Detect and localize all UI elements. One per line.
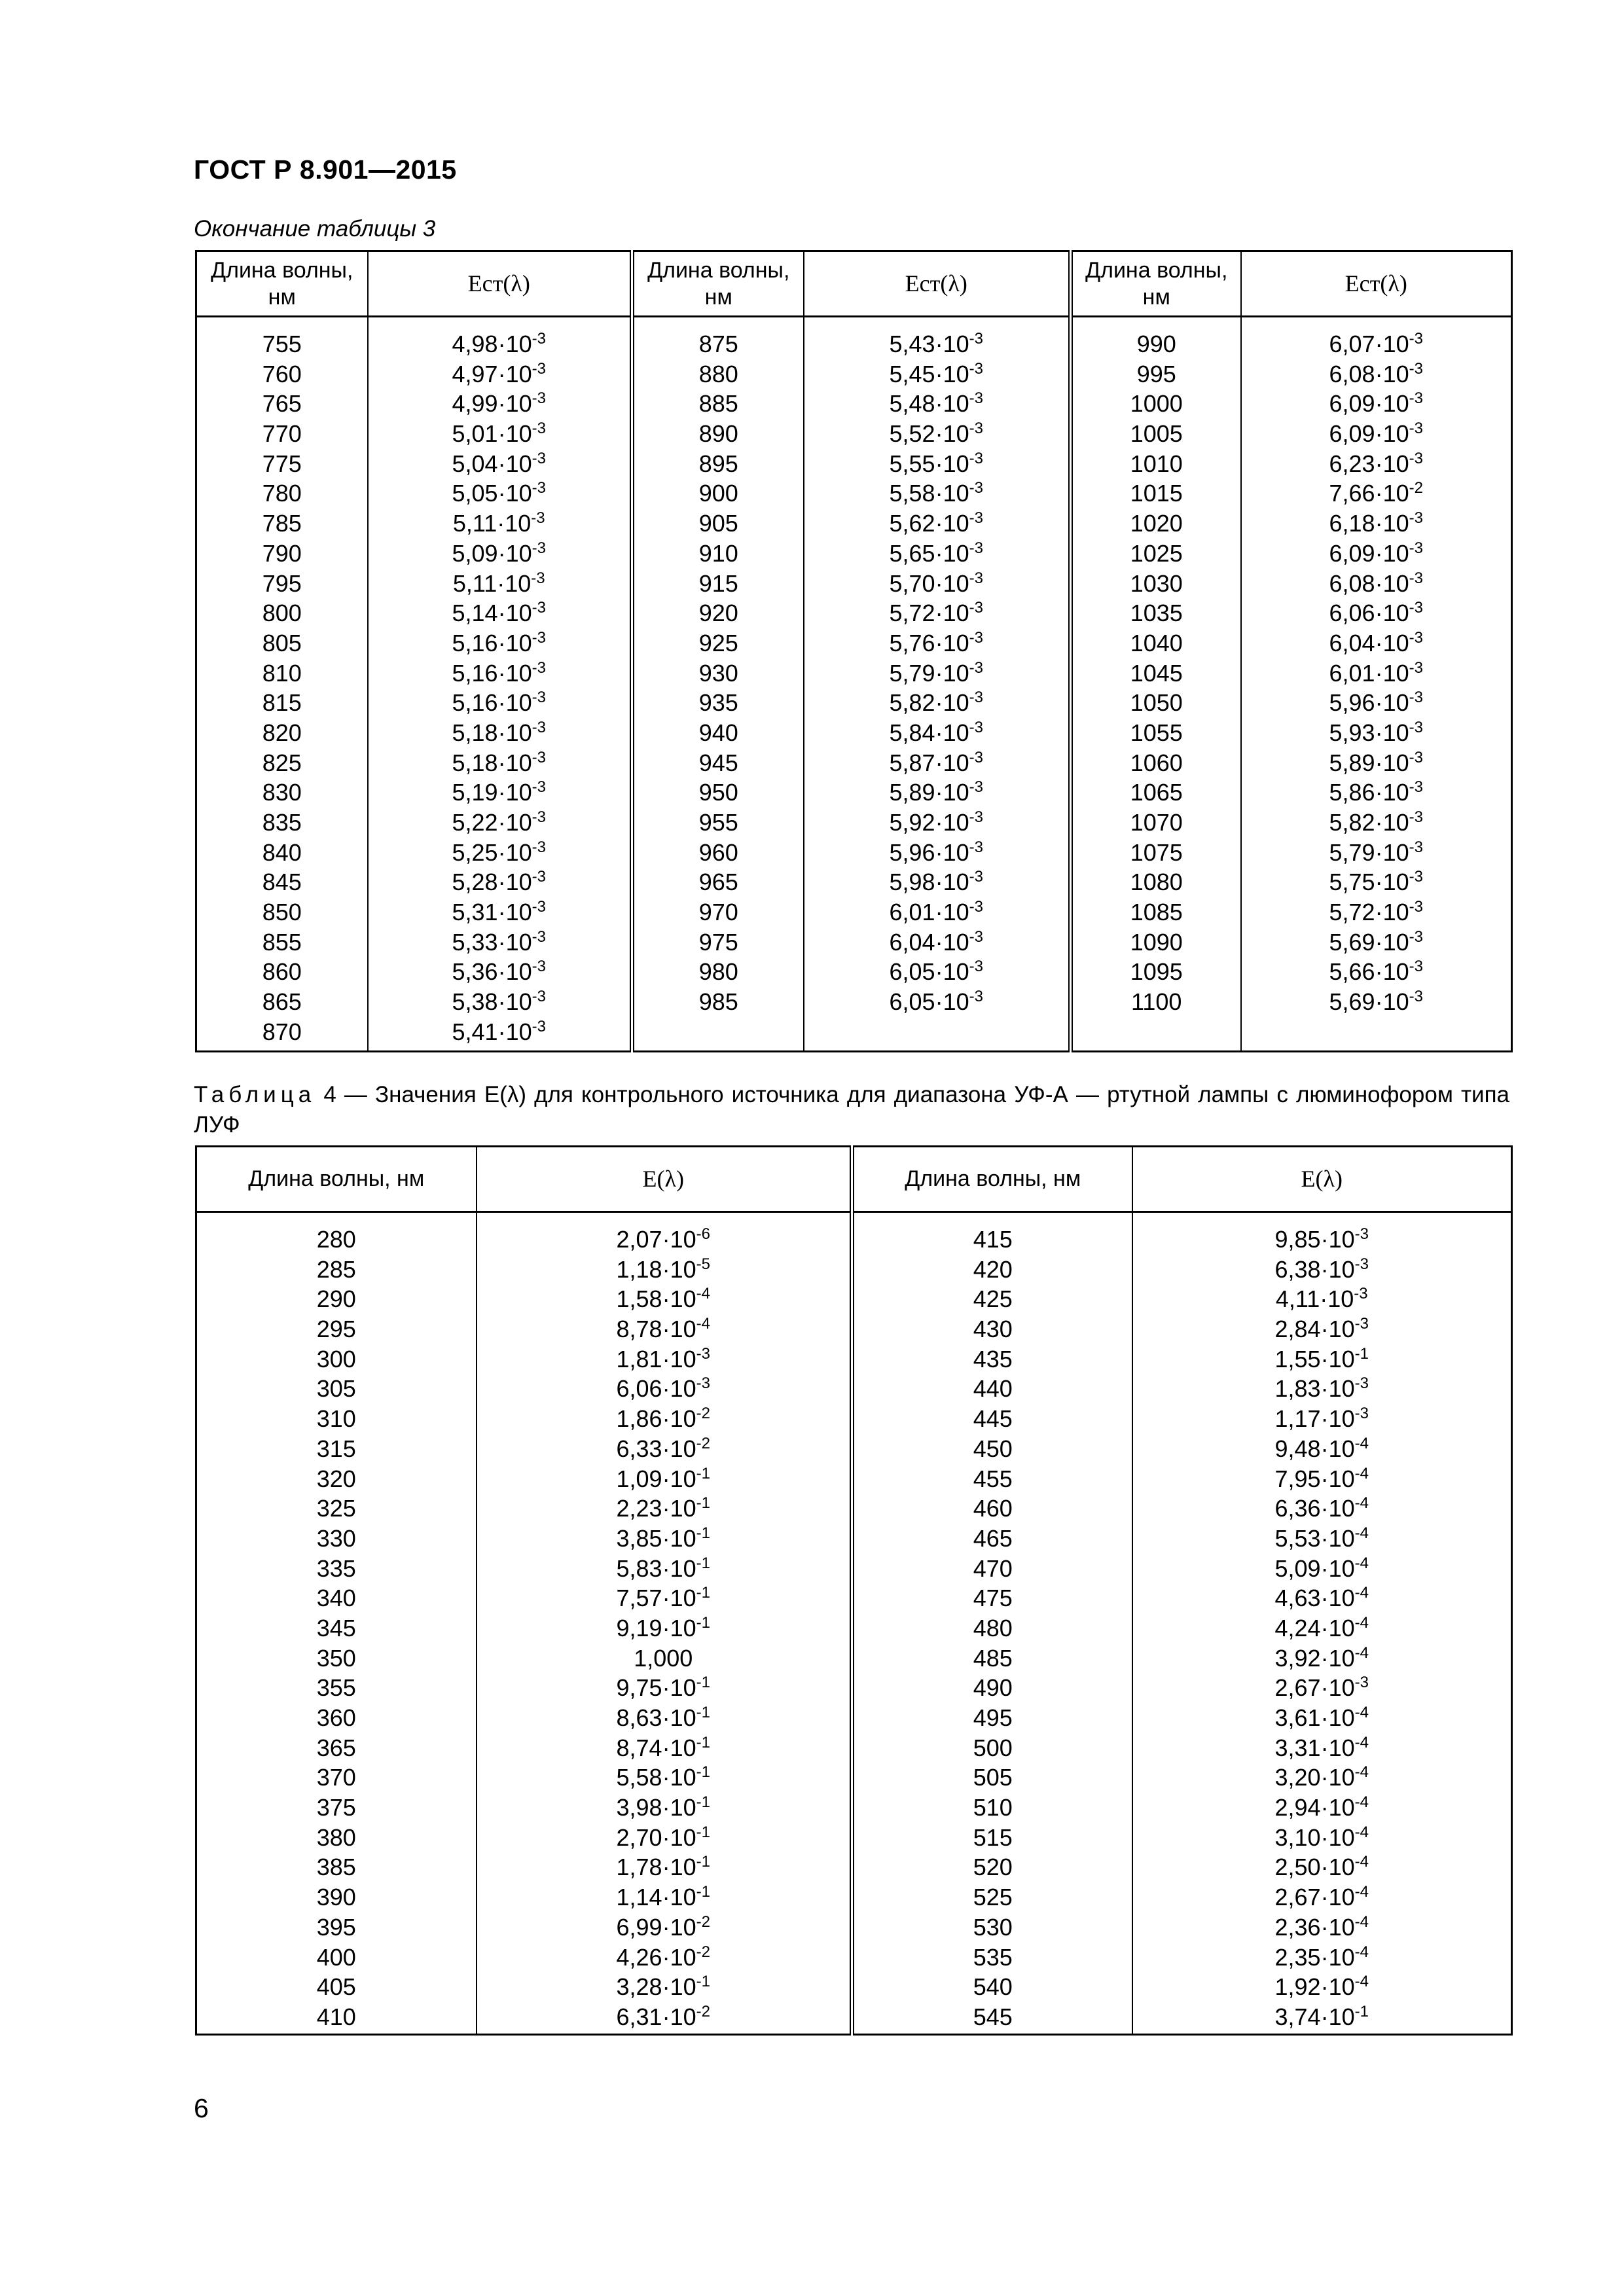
wavelength-cell: 415 (973, 1226, 1013, 1253)
wavelength-cell: 875 (698, 331, 738, 357)
value-cell: $4,24\cdot 10^{-4}$ (1274, 1613, 1369, 1641)
table3-value-column-2 (804, 317, 1069, 1017)
wavelength-cell: 375 (316, 1794, 356, 1821)
value-cell: $6,07\cdot 10^{-3}$ (1329, 330, 1423, 357)
value-cell: $1,78\cdot 10^{-1}$ (616, 1853, 710, 1881)
wavelength-cell: 795 (262, 569, 302, 597)
wavelength-cell: 440 (973, 1375, 1013, 1403)
wavelength-cell: 1055 (1130, 719, 1183, 746)
value-cell: $6,99\cdot 10^{-2}$ (616, 1912, 710, 1941)
wavelength-cell: 295 (316, 1316, 356, 1343)
value-cell: $6,33\cdot 10^{-2}$ (616, 1434, 710, 1462)
value-cell: $1,92\cdot 10^{-4}$ (1274, 1973, 1369, 2001)
value-cell: $3,28\cdot 10^{-1}$ (616, 1973, 710, 2001)
wavelength-cell: 300 (316, 1345, 356, 1372)
wavelength-cell: 1045 (1130, 659, 1183, 687)
wavelength-cell: 1085 (1130, 899, 1183, 926)
wavelength-cell: 435 (973, 1345, 1013, 1372)
wavelength-cell: 485 (973, 1644, 1013, 1672)
wavelength-cell: 945 (698, 749, 738, 776)
value-cell: $7,66\cdot 10^{-2}$ (1329, 479, 1423, 507)
value-cell: $3,20\cdot 10^{-4}$ (1274, 1763, 1369, 1791)
value-cell: $5,89\cdot 10^{-3}$ (1329, 748, 1423, 776)
value-cell: $6,05\cdot 10^{-3}$ (889, 988, 983, 1016)
value-cell: $5,45\cdot 10^{-3}$ (889, 359, 983, 387)
wavelength-cell: 1040 (1130, 629, 1183, 656)
wavelength-cell: 855 (262, 928, 302, 956)
table4-caption-text: 4 — Значения E(λ) для контрольного источника для диапазона УФ-А — ртутной лампы с люминофором типа ЛУФ (194, 1082, 1509, 1138)
wavelength-cell: 1100 (1131, 988, 1182, 1016)
value-cell: $2,36\cdot 10^{-4}$ (1274, 1912, 1369, 1941)
value-cell: $2,23\cdot 10^{-1}$ (616, 1494, 710, 1522)
value-cell: $1,86\cdot 10^{-2}$ (616, 1405, 710, 1433)
table3-header-e-3: Eст(λ) (1241, 251, 1512, 317)
value-cell: $8,74\cdot 10^{-1}$ (616, 1733, 710, 1761)
value-cell: $5,38\cdot 10^{-3}$ (452, 988, 546, 1016)
wavelength-cell: 1010 (1130, 450, 1183, 477)
wavelength-cell: 420 (973, 1255, 1013, 1283)
wavelength-cell: 1020 (1130, 510, 1183, 537)
value-cell: $5,69\cdot 10^{-3}$ (1329, 927, 1423, 956)
value-cell: $5,31\cdot 10^{-3}$ (452, 898, 546, 926)
table3-header-e-2: Eст(λ) (804, 251, 1071, 317)
value-cell: $3,85\cdot 10^{-1}$ (616, 1524, 710, 1552)
wavelength-cell: 765 (262, 390, 302, 418)
value-cell: $6,01\cdot 10^{-3}$ (889, 898, 983, 926)
wavelength-cell: 355 (316, 1674, 356, 1702)
wavelength-cell: 380 (316, 1823, 356, 1851)
wavelength-cell: 930 (698, 659, 738, 687)
wavelength-cell: 940 (698, 719, 738, 746)
value-cell: $5,36\cdot 10^{-3}$ (452, 958, 546, 986)
wavelength-cell: 280 (316, 1226, 356, 1253)
wavelength-cell: 515 (973, 1823, 1013, 1851)
table3-wavelength-column-1 (197, 317, 367, 1047)
value-cell: $4,63\cdot 10^{-4}$ (1274, 1584, 1369, 1612)
value-cell: $5,04\cdot 10^{-3}$ (452, 449, 546, 477)
wavelength-cell: 815 (262, 689, 302, 717)
wavelength-cell: 810 (262, 659, 302, 687)
value-cell: $5,25\cdot 10^{-3}$ (452, 838, 546, 866)
wavelength-cell: 530 (973, 1913, 1013, 1941)
value-cell: $1,83\cdot 10^{-3}$ (1274, 1374, 1369, 1403)
value-cell: $5,58\cdot 10^{-3}$ (889, 479, 983, 507)
value-cell: $5,11\cdot 10^{-3}$ (452, 509, 545, 537)
value-cell: $5,83\cdot 10^{-1}$ (616, 1554, 710, 1582)
value-cell: $1,55\cdot 10^{-1}$ (1274, 1344, 1369, 1372)
value-cell: $6,08\cdot 10^{-3}$ (1329, 359, 1423, 387)
value-cell: $5,75\cdot 10^{-3}$ (1329, 868, 1423, 896)
wavelength-cell: 1065 (1130, 779, 1183, 806)
value-cell: $1,17\cdot 10^{-3}$ (1274, 1405, 1369, 1433)
value-cell: $2,35\cdot 10^{-4}$ (1274, 1943, 1369, 1971)
value-cell: $7,95\cdot 10^{-4}$ (1274, 1464, 1369, 1492)
wavelength-cell: 1025 (1130, 539, 1183, 567)
value-cell: $4,11\cdot 10^{-3}$ (1275, 1285, 1368, 1313)
wavelength-cell: 315 (316, 1435, 356, 1462)
value-cell: $6,18\cdot 10^{-3}$ (1329, 509, 1423, 537)
wavelength-cell: 395 (316, 1913, 356, 1941)
wavelength-cell: 1080 (1130, 869, 1183, 896)
wavelength-cell: 400 (316, 1943, 356, 1971)
wavelength-cell: 885 (698, 390, 738, 418)
wavelength-cell: 980 (698, 958, 738, 986)
wavelength-cell: 925 (698, 629, 738, 656)
wavelength-cell: 995 (1136, 360, 1176, 387)
value-cell: $6,36\cdot 10^{-4}$ (1274, 1494, 1369, 1522)
value-cell: $5,92\cdot 10^{-3}$ (889, 808, 983, 836)
value-cell: $5,43\cdot 10^{-3}$ (889, 330, 983, 357)
wavelength-cell: 985 (698, 988, 738, 1016)
value-cell: $5,16\cdot 10^{-3}$ (452, 658, 546, 687)
wavelength-cell: 785 (262, 510, 302, 537)
wavelength-cell: 495 (973, 1704, 1013, 1731)
value-cell: $5,79\cdot 10^{-3}$ (1329, 838, 1423, 866)
wavelength-cell: 1015 (1130, 480, 1183, 507)
wavelength-cell: 480 (973, 1614, 1013, 1641)
table3-header-wavelength-1: Длина волны, нм (196, 251, 368, 317)
value-cell: $5,18\cdot 10^{-3}$ (452, 748, 546, 776)
wavelength-cell: 880 (698, 360, 738, 387)
wavelength-cell: 860 (262, 958, 302, 986)
value-cell: $5,72\cdot 10^{-3}$ (1329, 898, 1423, 926)
table3-value-column-3 (1242, 317, 1511, 1017)
value-cell: $6,05\cdot 10^{-3}$ (889, 958, 983, 986)
value-cell: $6,31\cdot 10^{-2}$ (616, 2002, 710, 2030)
wavelength-cell: 835 (262, 809, 302, 836)
wavelength-cell: 845 (262, 869, 302, 896)
wavelength-cell: 535 (973, 1943, 1013, 1971)
value-cell: $5,70\cdot 10^{-3}$ (889, 569, 983, 597)
value-cell: $5,16\cdot 10^{-3}$ (452, 689, 546, 717)
value-cell: $3,61\cdot 10^{-4}$ (1274, 1704, 1369, 1731)
value-cell: $5,96\cdot 10^{-3}$ (889, 838, 983, 866)
value-cell: $9,75\cdot 10^{-1}$ (616, 1674, 710, 1702)
value-cell: $6,23\cdot 10^{-3}$ (1329, 449, 1423, 477)
table3-header-e-1: Eст(λ) (368, 251, 632, 317)
wavelength-cell: 540 (973, 1973, 1013, 2001)
wavelength-cell: 325 (316, 1495, 356, 1522)
wavelength-cell: 800 (262, 600, 302, 627)
value-cell: $3,98\cdot 10^{-1}$ (616, 1793, 710, 1821)
wavelength-cell: 450 (973, 1435, 1013, 1462)
wavelength-cell: 970 (698, 899, 738, 926)
document-title: ГОСТ Р 8.901—2015 (194, 154, 457, 185)
value-cell: $2,07\cdot 10^{-6}$ (616, 1225, 710, 1253)
value-cell: $5,86\cdot 10^{-3}$ (1329, 778, 1423, 806)
value-cell: $2,84\cdot 10^{-3}$ (1274, 1315, 1369, 1343)
value-cell: $6,09\cdot 10^{-3}$ (1329, 539, 1423, 567)
table4-wavelength-column-2 (854, 1213, 1132, 2032)
value-cell: $2,67\cdot 10^{-3}$ (1274, 1674, 1369, 1702)
value-cell: $6,06\cdot 10^{-3}$ (616, 1374, 710, 1403)
wavelength-cell: 955 (698, 809, 738, 836)
table3-wavelength-column-2 (634, 317, 803, 1017)
value-cell: $5,05\cdot 10^{-3}$ (452, 479, 546, 507)
value-cell: $5,89\cdot 10^{-3}$ (889, 778, 983, 806)
value-cell: $5,09\cdot 10^{-4}$ (1274, 1554, 1369, 1582)
value-cell: $1,09\cdot 10^{-1}$ (616, 1464, 710, 1492)
wavelength-cell: 385 (316, 1854, 356, 1881)
table4-header-e-1: E(λ) (477, 1147, 852, 1212)
wavelength-cell: 790 (262, 539, 302, 567)
value-cell: $5,65\cdot 10^{-3}$ (889, 539, 983, 567)
wavelength-cell: 290 (316, 1285, 356, 1313)
wavelength-cell: 430 (973, 1316, 1013, 1343)
wavelength-cell: 870 (262, 1018, 302, 1045)
value-cell: $5,79\cdot 10^{-3}$ (889, 658, 983, 687)
wavelength-cell: 910 (698, 539, 738, 567)
wavelength-cell: 465 (973, 1524, 1013, 1552)
wavelength-cell: 915 (698, 569, 738, 597)
value-cell: $4,98\cdot 10^{-3}$ (452, 330, 546, 357)
value-cell: $4,97\cdot 10^{-3}$ (452, 359, 546, 387)
wavelength-cell: 760 (262, 360, 302, 387)
wavelength-cell: 545 (973, 2003, 1013, 2030)
wavelength-cell: 370 (316, 1764, 356, 1791)
wavelength-cell: 360 (316, 1704, 356, 1731)
table4-header-wavelength-1: Длина волны, нм (196, 1147, 477, 1212)
value-cell: $5,48\cdot 10^{-3}$ (889, 389, 983, 418)
wavelength-cell: 950 (698, 779, 738, 806)
value-cell: 1,000 (634, 1644, 693, 1672)
value-cell: $5,96\cdot 10^{-3}$ (1329, 689, 1423, 717)
value-cell: $3,74\cdot 10^{-1}$ (1274, 2002, 1369, 2030)
table4-caption-label: Таблица (194, 1082, 316, 1107)
table3-header-wavelength-3: Длина волны, нм (1071, 251, 1241, 317)
value-cell: $5,98\cdot 10^{-3}$ (889, 868, 983, 896)
wavelength-cell: 330 (316, 1524, 356, 1552)
value-cell: $5,19\cdot 10^{-3}$ (452, 778, 546, 806)
value-cell: $8,78\cdot 10^{-4}$ (616, 1315, 710, 1343)
wavelength-cell: 285 (316, 1255, 356, 1283)
value-cell: $5,76\cdot 10^{-3}$ (889, 628, 983, 656)
value-cell: $5,72\cdot 10^{-3}$ (889, 599, 983, 627)
wavelength-cell: 310 (316, 1405, 356, 1433)
wavelength-cell: 390 (316, 1884, 356, 1911)
value-cell: $5,87\cdot 10^{-3}$ (889, 748, 983, 776)
value-cell: $5,28\cdot 10^{-3}$ (452, 868, 546, 896)
value-cell: $6,06\cdot 10^{-3}$ (1329, 599, 1423, 627)
wavelength-cell: 805 (262, 629, 302, 656)
value-cell: $3,10\cdot 10^{-4}$ (1274, 1823, 1369, 1851)
value-cell: $1,14\cdot 10^{-1}$ (616, 1883, 710, 1911)
value-cell: $5,93\cdot 10^{-3}$ (1329, 718, 1423, 746)
wavelength-cell: 335 (316, 1554, 356, 1582)
wavelength-cell: 1000 (1130, 390, 1183, 418)
wavelength-cell: 445 (973, 1405, 1013, 1433)
wavelength-cell: 780 (262, 480, 302, 507)
wavelength-cell: 520 (973, 1854, 1013, 1881)
value-cell: $9,48\cdot 10^{-4}$ (1274, 1434, 1369, 1462)
wavelength-cell: 990 (1136, 331, 1176, 357)
value-cell: $5,11\cdot 10^{-3}$ (452, 569, 545, 597)
wavelength-cell: 320 (316, 1465, 356, 1492)
value-cell: $5,41\cdot 10^{-3}$ (452, 1017, 546, 1045)
wavelength-cell: 1030 (1130, 569, 1183, 597)
table3-wavelength-column-3 (1073, 317, 1240, 1017)
value-cell: $2,50\cdot 10^{-4}$ (1274, 1853, 1369, 1881)
wavelength-cell: 1075 (1130, 838, 1183, 866)
wavelength-cell: 1035 (1130, 600, 1183, 627)
table4-caption (194, 1080, 1509, 1140)
page-number: 6 (194, 2093, 209, 2123)
value-cell: $8,63\cdot 10^{-1}$ (616, 1704, 710, 1731)
wavelength-cell: 410 (316, 2003, 356, 2030)
wavelength-cell: 895 (698, 450, 738, 477)
wavelength-cell: 900 (698, 480, 738, 507)
wavelength-cell: 960 (698, 838, 738, 866)
value-cell: $5,22\cdot 10^{-3}$ (452, 808, 546, 836)
value-cell: $7,57\cdot 10^{-1}$ (616, 1584, 710, 1612)
value-cell: $2,67\cdot 10^{-4}$ (1274, 1883, 1369, 1911)
value-cell: $5,09\cdot 10^{-3}$ (452, 539, 546, 567)
value-cell: $5,53\cdot 10^{-4}$ (1274, 1524, 1369, 1552)
table4-wavelength-column-1 (197, 1213, 476, 2032)
value-cell: $3,31\cdot 10^{-4}$ (1274, 1733, 1369, 1761)
wavelength-cell: 935 (698, 689, 738, 717)
value-cell: $6,09\cdot 10^{-3}$ (1329, 389, 1423, 418)
wavelength-cell: 905 (698, 510, 738, 537)
table4-header-e-2: E(λ) (1132, 1147, 1512, 1212)
wavelength-cell: 305 (316, 1375, 356, 1403)
value-cell: $9,19\cdot 10^{-1}$ (616, 1613, 710, 1641)
wavelength-cell: 775 (262, 450, 302, 477)
wavelength-cell: 340 (316, 1585, 356, 1612)
value-cell: $5,01\cdot 10^{-3}$ (452, 420, 546, 448)
wavelength-cell: 825 (262, 749, 302, 776)
value-cell: $5,55\cdot 10^{-3}$ (889, 449, 983, 477)
value-cell: $5,58\cdot 10^{-1}$ (616, 1763, 710, 1791)
value-cell: $5,66\cdot 10^{-3}$ (1329, 958, 1423, 986)
value-cell: $5,82\cdot 10^{-3}$ (1329, 808, 1423, 836)
value-cell: $6,38\cdot 10^{-3}$ (1274, 1255, 1369, 1283)
wavelength-cell: 755 (262, 331, 302, 357)
wavelength-cell: 820 (262, 719, 302, 746)
value-cell: $5,62\cdot 10^{-3}$ (889, 509, 983, 537)
value-cell: $5,16\cdot 10^{-3}$ (452, 628, 546, 656)
value-cell: $5,82\cdot 10^{-3}$ (889, 689, 983, 717)
wavelength-cell: 770 (262, 420, 302, 448)
wavelength-cell: 525 (973, 1884, 1013, 1911)
wavelength-cell: 505 (973, 1764, 1013, 1791)
wavelength-cell: 1005 (1130, 420, 1183, 448)
wavelength-cell: 890 (698, 420, 738, 448)
value-cell: $5,18\cdot 10^{-3}$ (452, 718, 546, 746)
value-cell: $1,18\cdot 10^{-5}$ (616, 1255, 710, 1283)
value-cell: $5,69\cdot 10^{-3}$ (1329, 988, 1423, 1016)
wavelength-cell: 490 (973, 1674, 1013, 1702)
value-cell: $4,99\cdot 10^{-3}$ (452, 389, 546, 418)
value-cell: $5,52\cdot 10^{-3}$ (889, 420, 983, 448)
value-cell: $4,26\cdot 10^{-2}$ (616, 1943, 710, 1971)
wavelength-cell: 405 (316, 1973, 356, 2001)
wavelength-cell: 345 (316, 1614, 356, 1641)
table4-value-column-2 (1133, 1213, 1511, 2032)
value-cell: $2,94\cdot 10^{-4}$ (1274, 1793, 1369, 1821)
value-cell: $5,14\cdot 10^{-3}$ (452, 599, 546, 627)
value-cell: $3,92\cdot 10^{-4}$ (1274, 1643, 1369, 1672)
wavelength-cell: 1070 (1130, 809, 1183, 836)
value-cell: $6,09\cdot 10^{-3}$ (1329, 420, 1423, 448)
value-cell: $6,04\cdot 10^{-3}$ (889, 927, 983, 956)
wavelength-cell: 1090 (1130, 928, 1183, 956)
table4-value-column-1 (477, 1213, 850, 2032)
value-cell: $9,85\cdot 10^{-3}$ (1274, 1225, 1369, 1253)
table3 (195, 250, 1513, 1052)
table4-header-wavelength-2: Длина волны, нм (852, 1147, 1132, 1212)
wavelength-cell: 975 (698, 928, 738, 956)
wavelength-cell: 470 (973, 1554, 1013, 1582)
wavelength-cell: 920 (698, 600, 738, 627)
wavelength-cell: 475 (973, 1585, 1013, 1612)
table3-header-wavelength-2: Длина волны, нм (632, 251, 804, 317)
wavelength-cell: 840 (262, 838, 302, 866)
wavelength-cell: 365 (316, 1734, 356, 1761)
table3-value-column-1 (369, 317, 630, 1047)
wavelength-cell: 460 (973, 1495, 1013, 1522)
wavelength-cell: 850 (262, 899, 302, 926)
wavelength-cell: 1060 (1130, 749, 1183, 776)
value-cell: $5,84\cdot 10^{-3}$ (889, 718, 983, 746)
table3-caption: Окончание таблицы 3 (194, 216, 436, 242)
value-cell: $5,33\cdot 10^{-3}$ (452, 927, 546, 956)
value-cell: $1,81\cdot 10^{-3}$ (616, 1344, 710, 1372)
wavelength-cell: 510 (973, 1794, 1013, 1821)
wavelength-cell: 350 (316, 1644, 356, 1672)
table4 (195, 1145, 1513, 2036)
wavelength-cell: 1050 (1130, 689, 1183, 717)
value-cell: $6,08\cdot 10^{-3}$ (1329, 569, 1423, 597)
wavelength-cell: 500 (973, 1734, 1013, 1761)
wavelength-cell: 865 (262, 988, 302, 1016)
value-cell: $6,01\cdot 10^{-3}$ (1329, 658, 1423, 687)
wavelength-cell: 830 (262, 779, 302, 806)
wavelength-cell: 1095 (1130, 958, 1183, 986)
wavelength-cell: 425 (973, 1285, 1013, 1313)
wavelength-cell: 455 (973, 1465, 1013, 1492)
wavelength-cell: 965 (698, 869, 738, 896)
value-cell: $2,70\cdot 10^{-1}$ (616, 1823, 710, 1851)
value-cell: $6,04\cdot 10^{-3}$ (1329, 628, 1423, 656)
value-cell: $1,58\cdot 10^{-4}$ (616, 1285, 710, 1313)
